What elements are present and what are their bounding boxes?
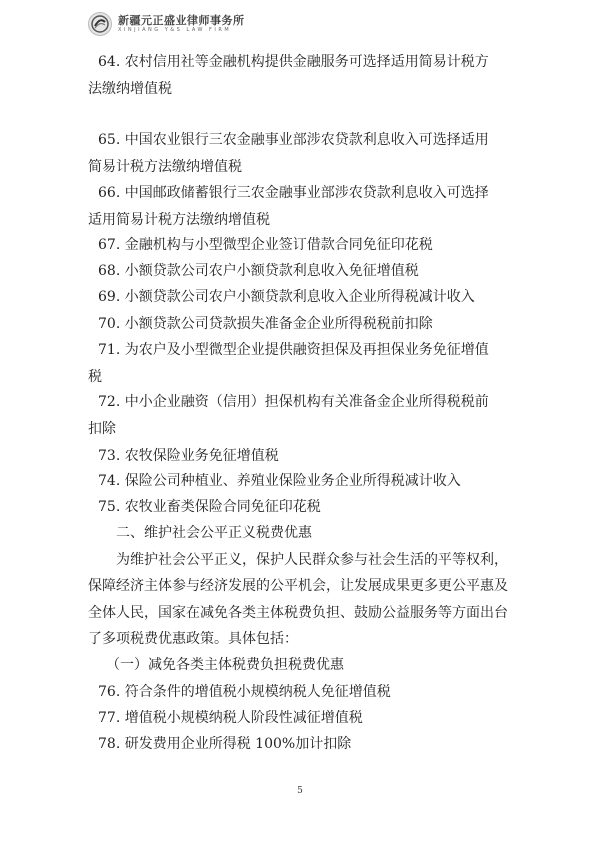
item-70: 70. 小额贷款公司贷款损失准备金企业所得税税前扣除 [98, 316, 433, 332]
item-73: 73. 农牧保险业务免征增值税 [98, 448, 279, 464]
item-72-line-1: 72. 中小企业融资（信用）担保机构有关准备金企业所得税税前 [98, 394, 489, 410]
firm-name-cn: 新疆元正盛业律师事务所 [118, 14, 245, 27]
item-77: 77. 增值税小规模纳税人阶段性减征增值税 [98, 710, 363, 726]
document-header [88, 12, 245, 36]
item-74: 74. 保险公司种植业、养殖业保险业务企业所得税减计收入 [98, 473, 461, 489]
paragraph-line-3: 全体人民，国家在减免各类主体税费负担、鼓励公益服务等方面出台 [88, 605, 508, 621]
item-64-line-2: 法缴纳增值税 [88, 81, 172, 97]
section-heading-2: 二、维护社会公平正义税费优惠 [116, 525, 312, 541]
paragraph-line-4: 了多项税费优惠政策。具体包括： [88, 631, 298, 647]
item-64-line-1: 64. 农村信用社等金融机构提供金融服务可选择适用简易计税方 [98, 54, 489, 70]
item-66-line-1: 66. 中国邮政储蓄银行三农金融事业部涉农贷款利息收入可选择 [98, 185, 489, 201]
item-67: 67. 金融机构与小型微型企业签订借款合同免征印花税 [98, 237, 433, 253]
item-65-line-1: 65. 中国农业银行三农金融事业部涉农贷款利息收入可选择适用 [98, 132, 489, 148]
item-68: 68. 小额贷款公司农户小额贷款利息收入免征增值税 [98, 263, 419, 279]
item-65-line-2: 简易计税方法缴纳增值税 [88, 159, 242, 175]
law-firm-logo-icon [88, 12, 112, 36]
item-72-line-2: 扣除 [88, 421, 116, 437]
item-76: 76. 符合条件的增值税小规模纳税人免征增值税 [98, 684, 391, 700]
paragraph-line-1: 为维护社会公平正义，保护人民群众参与社会生活的平等权利， [116, 552, 508, 568]
paragraph-line-2: 保障经济主体参与经济发展的公平机会，让发展成果更多更公平惠及 [88, 578, 508, 594]
item-69: 69. 小额贷款公司农户小额贷款利息收入企业所得税减计收入 [98, 289, 475, 305]
item-71-line-2: 税 [88, 369, 102, 385]
subsection-heading-1: （一）减免各类主体税费负担税费优惠 [106, 657, 344, 673]
firm-name-en: XINJIANG Y&S LAW FIRM [118, 27, 232, 33]
item-66-line-2: 适用简易计税方法缴纳增值税 [88, 212, 270, 228]
item-78: 78. 研发费用企业所得税 100%加计扣除 [98, 736, 352, 752]
item-75: 75. 农牧业畜类保险合同免征印花税 [98, 499, 321, 515]
page-number: 5 [297, 786, 303, 796]
item-71-line-1: 71. 为农户及小型微型企业提供融资担保及再担保业务免征增值 [98, 342, 489, 358]
